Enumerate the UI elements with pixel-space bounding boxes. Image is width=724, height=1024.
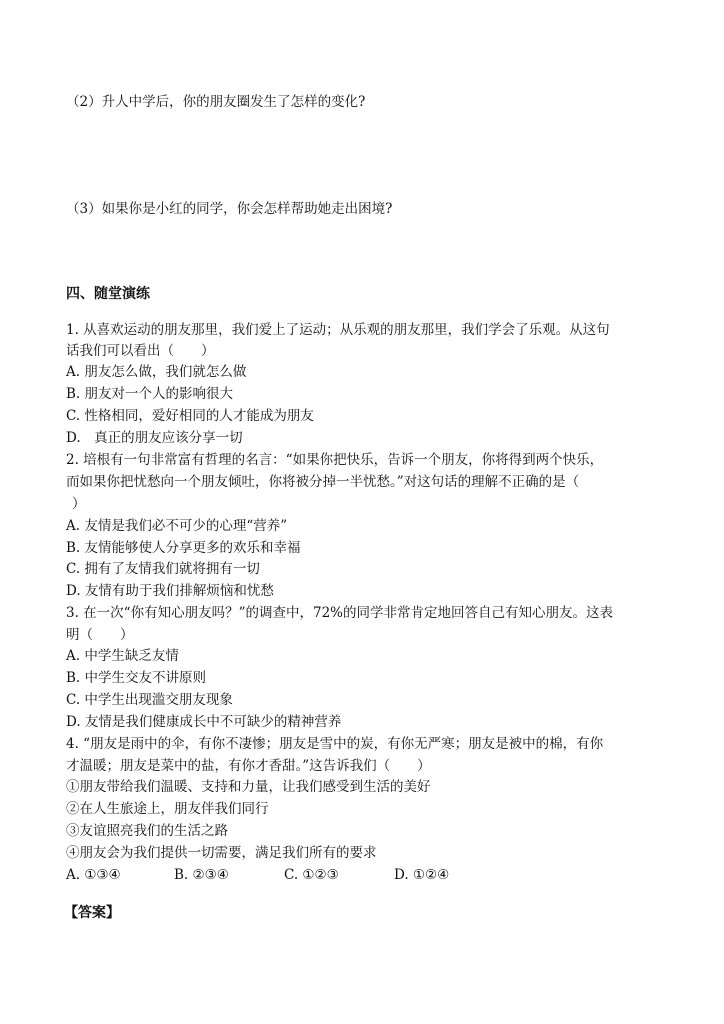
question-3-2: （2）升人中学后，你的朋友圈发生了怎样的变化?	[66, 94, 366, 110]
answer-heading: 【答案】	[64, 905, 120, 921]
q4-statement-2: ②在人生旅途上，朋友伴我们同行	[66, 801, 269, 817]
q4-choice-a: A. ①③④	[66, 867, 121, 883]
q1-stem-line2: 话我们可以看出（ ）	[66, 343, 215, 359]
q4-choice-d: D. ①②④	[394, 867, 450, 883]
q1-option-c: C. 性格相同，爱好相同的人才能成为朋友	[66, 408, 314, 424]
q1-option-d: D. 真正的朋友应该分享一切	[66, 430, 243, 446]
q3-stem-line1: 3. 在一次“你有知心朋友吗？”的调查中，72%的同学非常肯定地回答自己有知心朋友。这表	[66, 605, 613, 621]
q3-stem-line2: 明（ ）	[66, 627, 134, 643]
q2-option-a: A. 友情是我们必不可少的心理“营养”	[66, 518, 288, 534]
q3-option-c: C. 中学生出现滥交朋友现象	[66, 692, 233, 708]
q1-option-b: B. 朋友对一个人的影响很大	[66, 386, 234, 402]
q2-stem-line2: 而如果你把忧愁向一个朋友倾吐，你将被分掉一半忧愁。”对这句话的理解不正确的是（	[66, 474, 580, 490]
q3-option-d: D. 友情是我们健康成长中不可缺少的精神营养	[66, 714, 342, 730]
q2-stem-line3: ）	[72, 496, 86, 512]
q4-choice-c: C. ①②③	[284, 867, 339, 883]
q4-statement-3: ③友谊照亮我们的生活之路	[66, 823, 228, 839]
q2-stem-line1: 2. 培根有一句非常富有哲理的名言：“如果你把快乐，告诉一个朋友，你将得到两个快乐，	[66, 452, 604, 468]
section-title: 四、随堂演练	[66, 286, 150, 302]
q4-statement-1: ①朋友带给我们温暖、支持和力量，让我们感受到生活的美好	[66, 779, 431, 795]
q3-option-a: A. 中学生缺乏友情	[66, 648, 179, 664]
q4-statement-4: ④朋友会为我们提供一切需要，满足我们所有的要求	[66, 845, 377, 861]
q2-option-c: C. 拥有了友情我们就将拥有一切	[66, 561, 260, 577]
q2-option-b: B. 友情能够使人分享更多的欢乐和幸福	[66, 540, 301, 556]
q4-choices	[66, 865, 449, 885]
q4-stem-line2: 才温暖；朋友是菜中的盐，有你才香甜。”这告诉我们（ ）	[66, 758, 431, 774]
q3-option-b: B. 中学生交友不讲原则	[66, 670, 207, 686]
question-3-3: （3）如果你是小红的同学，你会怎样帮助她走出困境?	[66, 201, 393, 217]
q4-stem-line1: 4. “朋友是雨中的伞，有你不凄惨；朋友是雪中的炭，有你无严寒；朋友是被中的棉，有你	[66, 736, 604, 752]
q4-choice-b: B. ②③④	[174, 867, 229, 883]
q2-option-d: D. 友情有助于我们排解烦恼和忧愁	[66, 583, 274, 599]
q1-option-a: A. 朋友怎么做，我们就怎么做	[66, 364, 247, 380]
q1-stem-line1: 1. 从喜欢运动的朋友那里，我们爱上了运动；从乐观的朋友那里，我们学会了乐观。从这句	[66, 322, 610, 338]
